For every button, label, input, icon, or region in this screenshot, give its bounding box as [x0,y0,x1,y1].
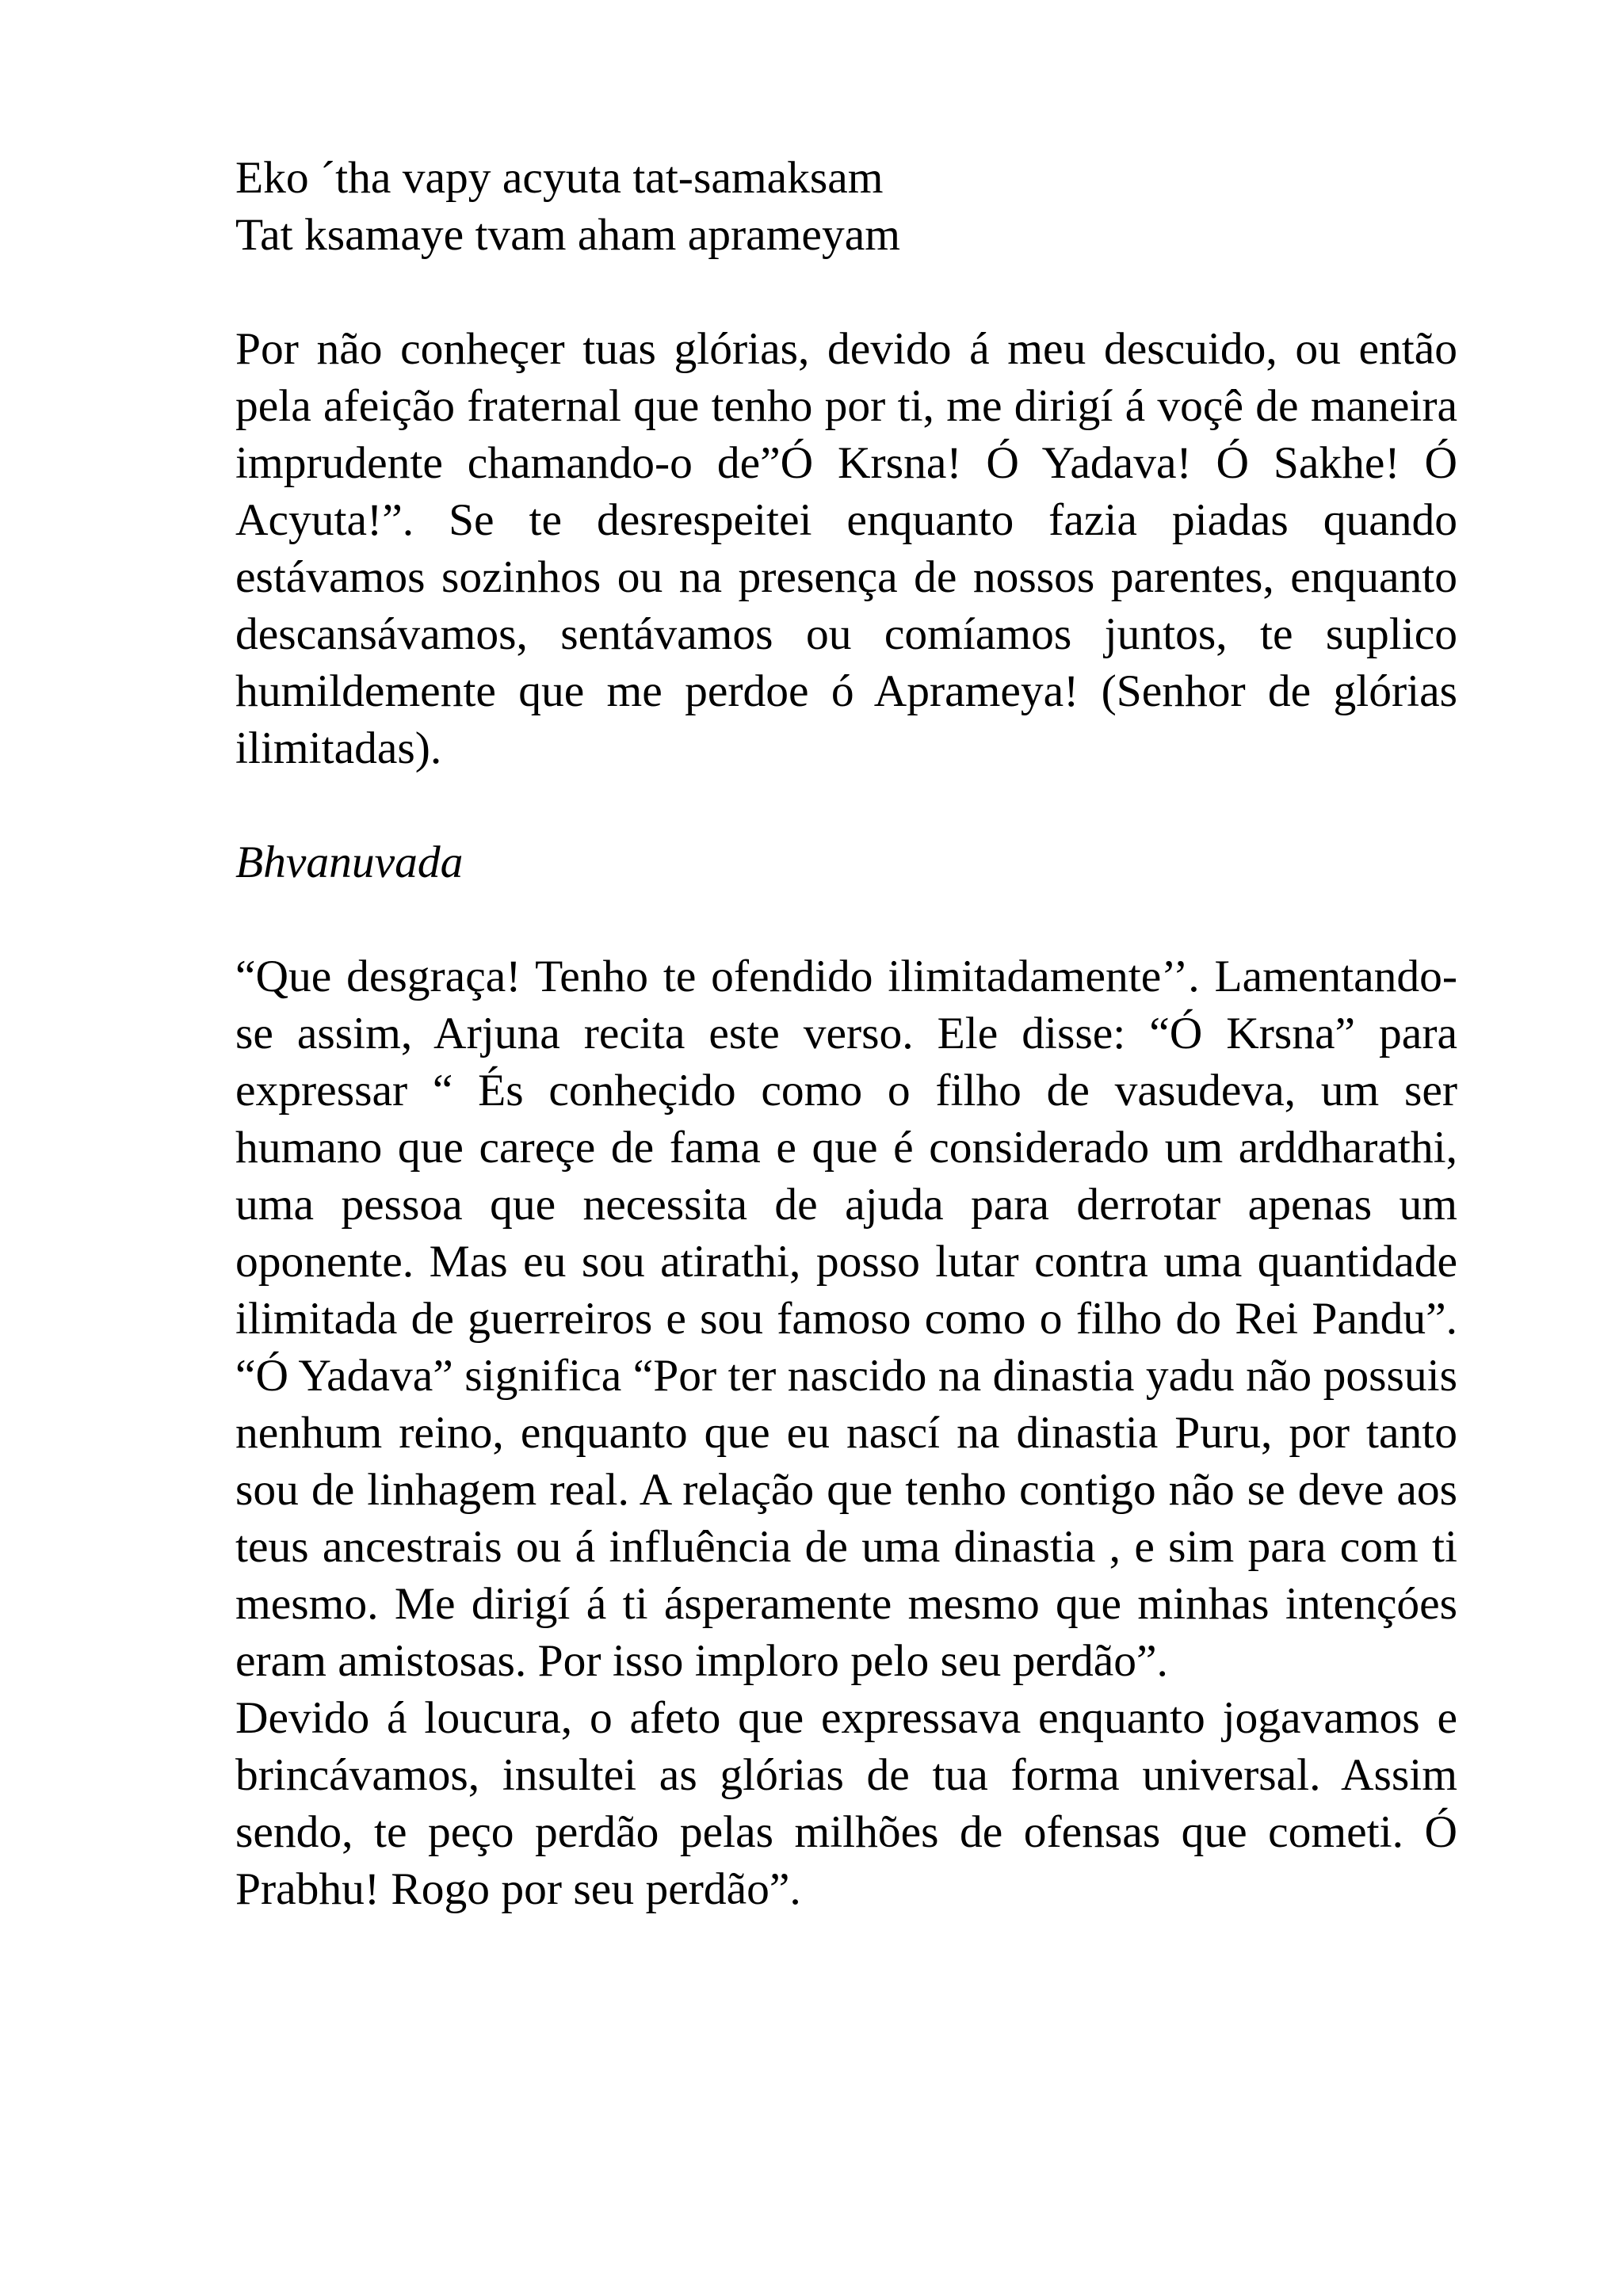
sanskrit-verse [235,150,1457,264]
commentary-paragraph-2: Devido á loucura, o afeto que expressava enquanto jogavamos e brincávamos, insultei as glórias de tua forma universal. Assim sendo, te peço perdão pelas milhões de ofensas que cometi. Ó Prabhu! Rogo por seu perdão”. [235,1693,1457,1914]
verse-line-2: Tat ksamaye tvam aham aprameyam [235,210,900,260]
commentary-paragraph-1: “Que desgraça! Tenho te ofendido ilimitadamente’’. Lamentando-se assim, Arjuna recita este verso. Ele disse: “Ó Krsna” para expressar “ És conheçido como o filho de vasudeva, um ser humano que careçe de fama e que é considerado um arddharathi, uma pessoa que necessita de ajuda para derrotar apenas um oponente. Mas eu sou atirathi, posso lutar contra uma quantidade ilimitada de guerreiros e sou famoso como o filho do Rei Pandu”. “Ó Yadava” significa “Por ter nascido na dinastia yadu não possuis nenhum reino, enquanto que eu nascí na dinastia Puru, por tanto sou de linhagem real. A relação que tenho contigo não se deve aos teus ancestrais ou á influência de uma dinastia , e sim para com ti mesmo. Me dirigí á ti ásperamente mesmo que minhas intençóes eram amistosas. Por isso imploro pelo seu perdão”. [235,952,1457,1686]
spacer [235,891,1457,948]
translation-paragraph: Por não conheçer tuas glórias, devido á meu descuido, ou então pela afeição fraternal que tenho por ti, me dirigí á voçê de maneira imprudente chamando-o de”Ó Krsna! Ó Yadava! Ó Sakhe! Ó Acyuta!”. Se te desrespeitei enquanto fazia piadas quando estávamos sozinhos ou na presença de nossos parentes, enquanto descansávamos, sentávamos ou comíamos juntos, te suplico humildemente que me perdoe ó Aprameya! (Senhor de glórias ilimitadas). [235,324,1457,773]
spacer [235,777,1457,834]
commentary-title: Bhvanuvada [235,837,464,887]
verse-line-1: Eko ´tha vapy acyuta tat-samaksam [235,153,884,203]
spacer [235,264,1457,321]
page-content [235,150,1457,1918]
